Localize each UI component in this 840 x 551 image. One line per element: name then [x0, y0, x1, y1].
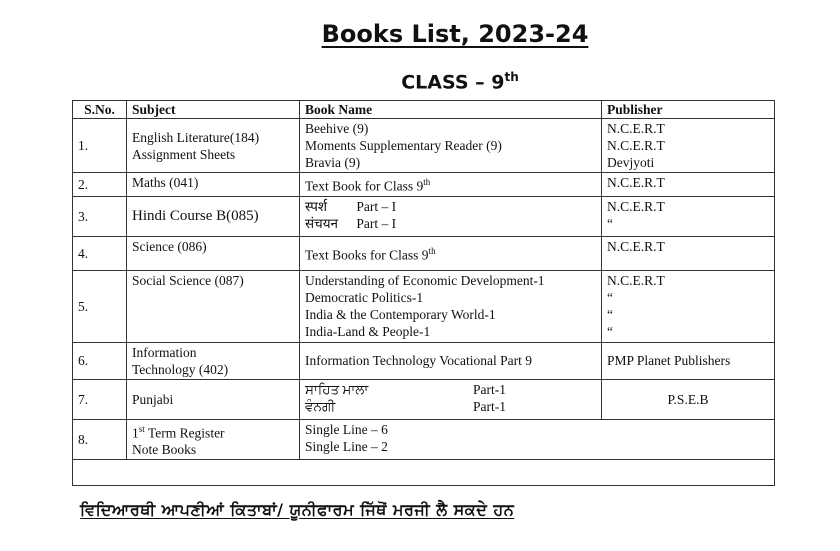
publisher-line: N.C.E.R.T: [607, 138, 665, 153]
page-title: [0, 20, 840, 48]
book-punjabi-title: ਸਾਹਿਤ ਮਾਲਾ: [305, 381, 369, 397]
row-books: [300, 270, 602, 342]
row-subject: Science (086): [127, 236, 300, 270]
row-sno: 6.: [73, 342, 127, 379]
row-subject: Maths (041): [127, 173, 300, 197]
row-publisher: [602, 196, 775, 236]
subject-line: Note Books: [132, 442, 197, 457]
class-label: CLASS – 9: [401, 71, 505, 94]
class-sup: th: [504, 70, 519, 84]
book-part: Part-1: [473, 398, 506, 414]
subject-line: English Literature(184): [132, 129, 260, 145]
subject-sup: st: [138, 423, 145, 434]
subject-line: Technology (402): [132, 361, 229, 377]
book-part: Part-1: [473, 381, 506, 397]
book-punjabi-title: ਵੰਨਗੀ: [305, 398, 336, 414]
row-subject: [127, 342, 300, 379]
publisher-line: “: [607, 323, 613, 339]
subject-line: Assignment Sheets: [132, 146, 236, 162]
book-line: [305, 398, 596, 415]
row-books: [300, 119, 602, 173]
subject-line: Information: [132, 344, 197, 360]
publisher-line: N.C.E.R.T: [607, 198, 665, 214]
table-row: [73, 196, 775, 236]
table-row: [73, 419, 775, 460]
book-line: Bravia (9): [305, 155, 361, 170]
book-line: Single Line – 6: [305, 421, 388, 437]
row-sno: 3.: [73, 196, 127, 236]
row-books: [300, 236, 602, 270]
row-sno: 1.: [73, 119, 127, 173]
header-sno: S.No.: [73, 101, 127, 119]
book-part: Part – I: [356, 215, 397, 231]
book-line: India & the Contemporary World-1: [305, 306, 496, 322]
row-subject: [127, 119, 300, 173]
table-row-empty: [73, 460, 775, 486]
row-subject: [127, 419, 300, 460]
row-publisher: PMP Planet Publishers: [602, 342, 775, 379]
table-row: [73, 342, 775, 379]
publisher-line: “: [607, 215, 613, 231]
subject-term-text: Term Register: [144, 425, 225, 440]
row-sno: 8.: [73, 419, 127, 460]
row-sno: 2.: [73, 173, 127, 197]
book-hindi-title: संचयन: [305, 215, 339, 231]
row-books: [300, 379, 602, 419]
table-row: [73, 236, 775, 270]
row-sno: 5.: [73, 270, 127, 342]
book-line: [305, 381, 596, 398]
page-title-text: Books List, 2023-24: [321, 20, 589, 48]
table-row: [73, 270, 775, 342]
row-books: [300, 419, 602, 460]
publisher-line: “: [607, 289, 613, 305]
table-row: [73, 173, 775, 197]
row-subject: Hindi Course B(085): [127, 196, 300, 236]
row-publisher: P.S.E.B: [602, 379, 775, 419]
footer-note: ਵਿਦਿਆਰਥੀ ਆਪਣੀਆਂ ਕਿਤਾਬਾਂ/ ਯੂਨੀਫਾਰਮ ਜਿੱਥੋਂ ਮਰਜੀ ਲੈ ਸਕਦੇ ਹਨ: [80, 500, 515, 519]
header-publisher: Publisher: [602, 101, 775, 119]
row-sno: 7.: [73, 379, 127, 419]
book-line: Moments Supplementary Reader (9): [305, 138, 502, 153]
book-hindi-title: स्पर्श: [305, 198, 328, 214]
row-publisher: [602, 270, 775, 342]
book-sup: th: [428, 245, 436, 256]
header-subject: Subject: [127, 101, 300, 119]
subject-line: [132, 421, 294, 442]
table-header-row: [73, 101, 775, 119]
book-line: India-Land & People-1: [305, 323, 431, 339]
row-sno: 4.: [73, 236, 127, 270]
table-row: [73, 379, 775, 419]
row-books: [300, 173, 602, 197]
book-line: Single Line – 2: [305, 438, 388, 454]
book-part: Part – I: [356, 198, 397, 214]
book-line: Text Book for Class 9: [305, 178, 424, 194]
row-publisher: [602, 119, 775, 173]
book-line: Understanding of Economic Development-1: [305, 272, 545, 288]
book-line: Text Books for Class 9: [305, 247, 429, 263]
table-row: [73, 119, 775, 173]
book-line: Beehive (9): [305, 121, 369, 136]
row-publisher: [602, 419, 775, 460]
books-table: [72, 100, 775, 486]
header-book: Book Name: [300, 101, 602, 119]
book-line: [305, 198, 596, 215]
row-books: Information Technology Vocational Part 9: [300, 342, 602, 379]
book-sup: th: [423, 177, 431, 187]
class-heading: [0, 70, 840, 93]
book-line: [305, 215, 596, 232]
publisher-line: N.C.E.R.T: [607, 121, 665, 136]
row-books: [300, 196, 602, 236]
row-publisher: N.C.E.R.T: [602, 236, 775, 270]
subject-term-number: 1: [132, 425, 139, 440]
publisher-line: “: [607, 306, 613, 322]
publisher-line: N.C.E.R.T: [607, 272, 665, 288]
row-subject: Social Science (087): [127, 270, 300, 342]
row-publisher: N.C.E.R.T: [602, 173, 775, 197]
empty-cell: [73, 460, 775, 486]
publisher-line: Devjyoti: [607, 155, 655, 170]
book-line: Democratic Politics-1: [305, 289, 424, 305]
row-subject: Punjabi: [127, 379, 300, 419]
